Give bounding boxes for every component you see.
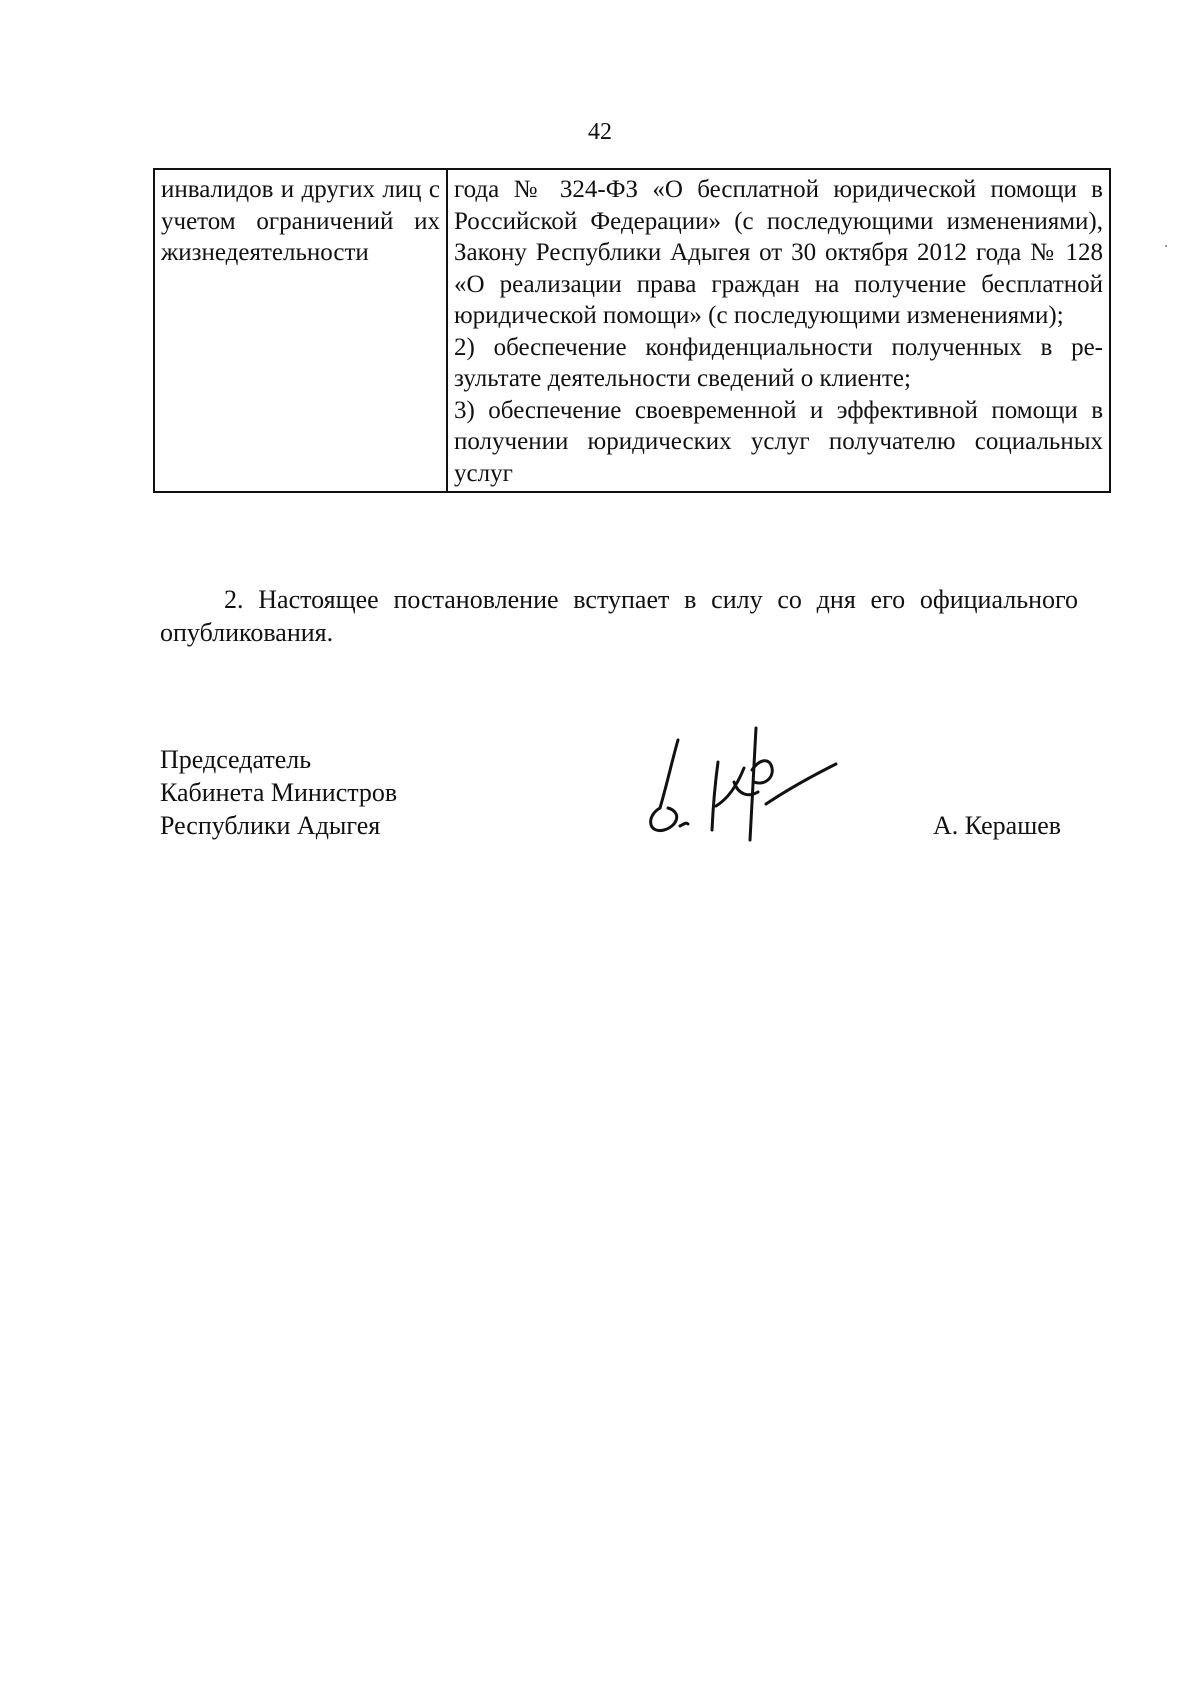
requirement-paragraph-3: 3) обеспечение своевременной и эффективной помощи в получении юридических услуг получателю социальных услуг [454,396,1103,487]
page-number: 42 [588,119,612,145]
table-cell-left [154,169,447,492]
recipient-category-text: инвалидов и других лиц с учетом ограничений их жизнедеятельности [161,176,440,266]
signatory-title-block [160,743,397,842]
signatory-title-line-2: Кабинета Министров [160,778,398,807]
signatory-title-line-3: Республики Адыгея [160,811,381,840]
provisions-table [153,168,1111,493]
table-row [154,169,1110,492]
handwritten-signature [640,712,850,852]
requirement-paragraph-1: года № 324-ФЗ «О бесплатной юридической помощи в Российской Федерации» (с последующими изменениями), Закону Республики Адыгея от 30 октября 2012 года № 128 «О реализации права граждан на получение бесплатной юридической помощи» (с последующими изменениями); [454,176,1103,329]
requirement-paragraph-2: 2) обеспечение конфиденциальности полученных в результате деятельности сведений о клиенте; [454,333,1103,392]
scan-speck [1165,245,1167,247]
effective-date-clause: 2. Настоящее постановление вступает в силу со дня его официального опубликования. [160,585,1078,647]
signer-name: А. Керашев [933,811,1062,840]
signatory-title-line-1: Председатель [160,745,312,774]
table-cell-right [447,169,1110,492]
